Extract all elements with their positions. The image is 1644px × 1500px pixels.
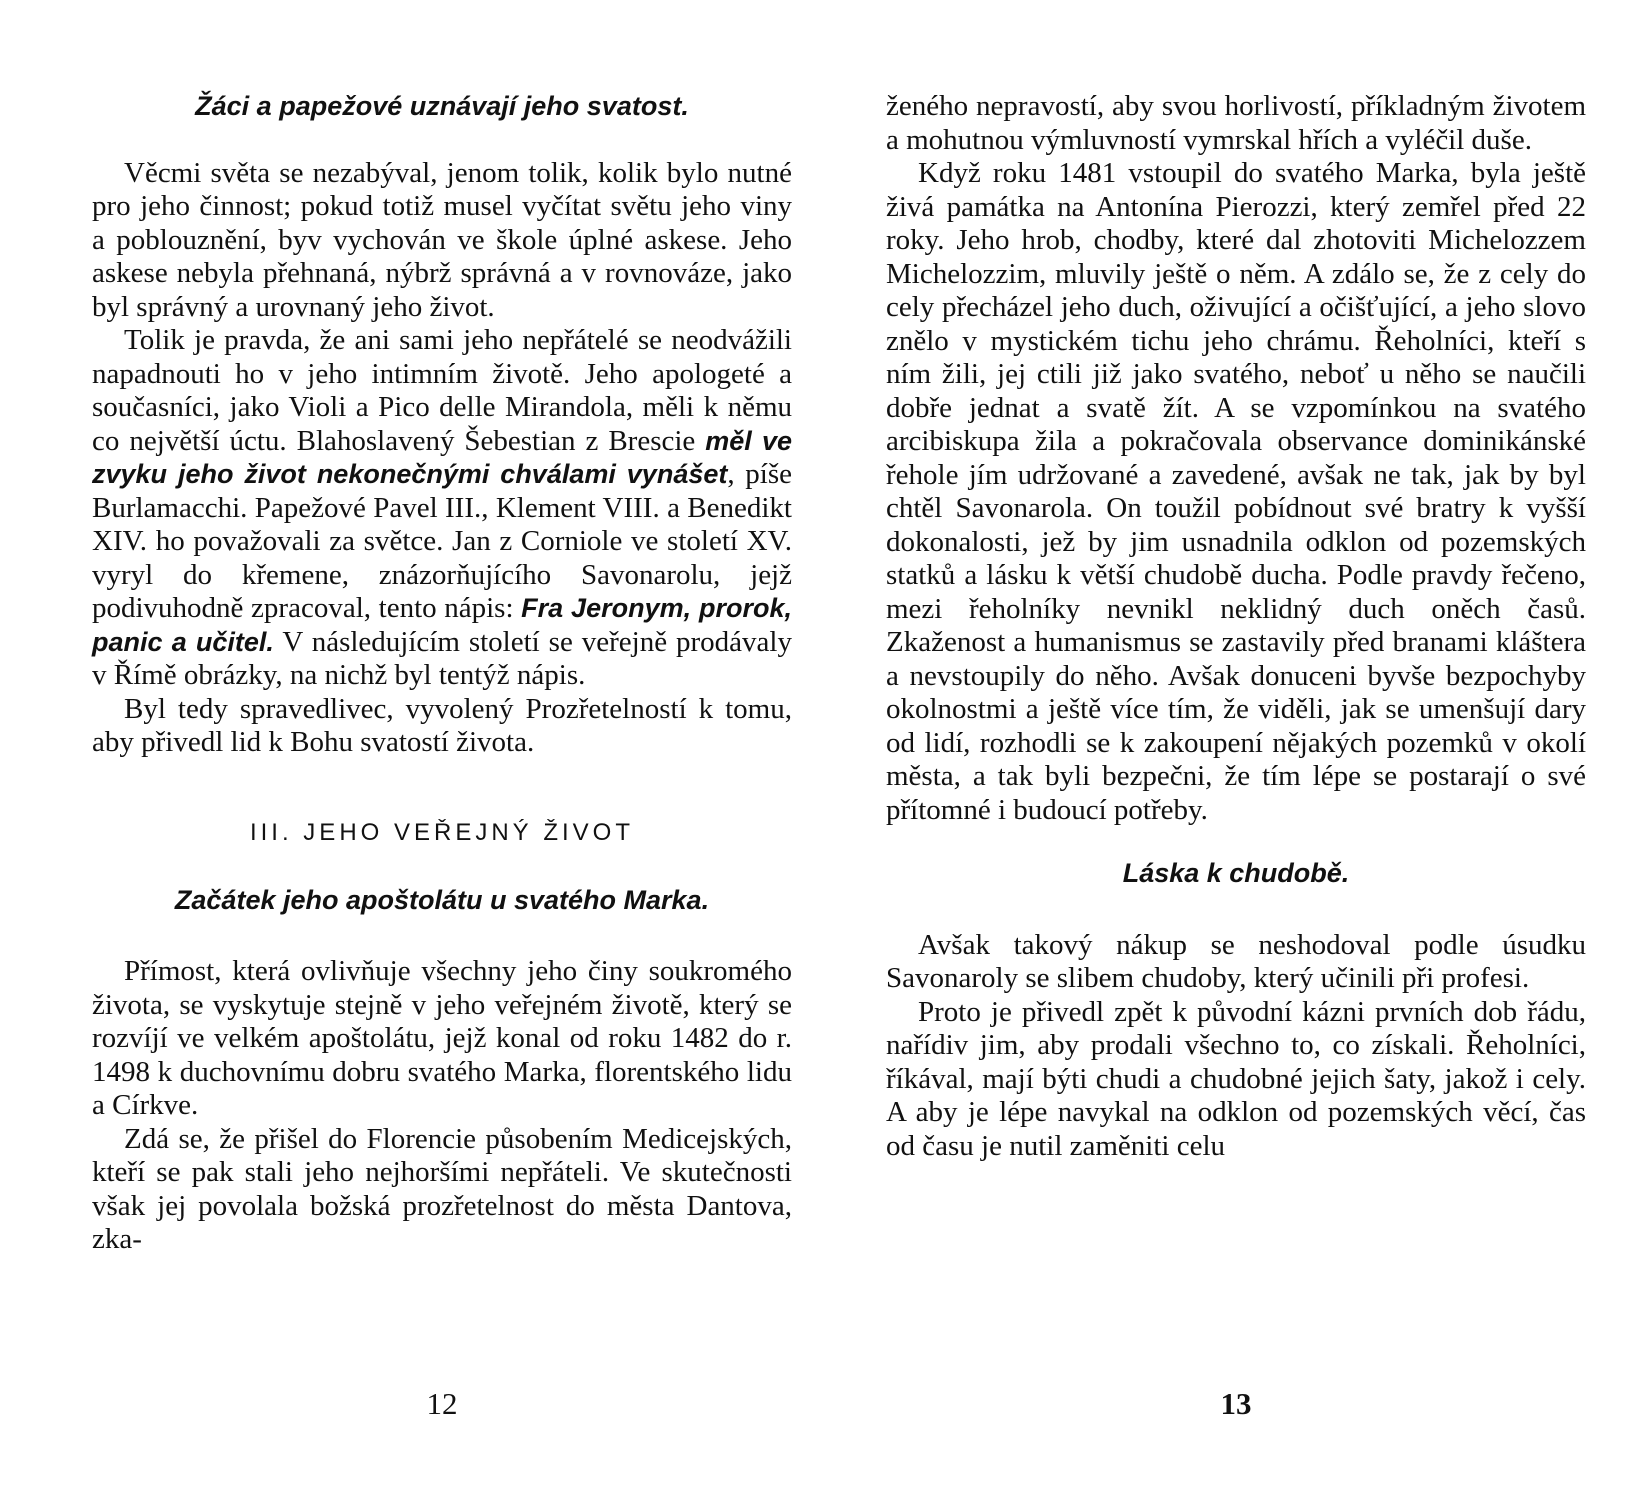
paragraph: Věcmi světa se nezabýval, jenom tolik, kolik bylo nutné pro jeho činnost; pokud totiž musel vyčítat světu jeho viny a poblouznění, byv vychován ve škole úplné askese. Jeho askese nebyla přehnaná, nýbrž správná a v rovnováze, jako byl správný a urovnaný jeho život. xyxy=(92,156,792,323)
right-page xyxy=(886,0,1586,1500)
left-page xyxy=(92,0,792,1500)
paragraph: Proto je přivedl zpět k původní kázni prvních dob řádu, nařídiv jim, aby prodali všechno to, co získali. Řeholníci, říkával, mají býti chudi a chudobné jejich šaty, jakož i cely. A aby je lépe navykal na odklon od pozemských věcí, čas od času je nutil zaměniti celu xyxy=(886,995,1586,1162)
paragraph: Avšak takový nákup se neshodoval podle úsudku Savonaroly se slibem chudoby, který učinili při profesi. xyxy=(886,928,1586,994)
paragraph: ženého nepravostí, aby svou horlivostí, příkladným životem a mohutnou výmluvností vymrskal hřích a vyléčil duše. xyxy=(886,90,1586,156)
text-run: , píše Burlamacchi. Papežové Pavel III., Klement VIII. a Benedikt XIV. ho považovali za světce. Jan z Corniole ve století XV. vyryl do křemene, znázorňujícího Savonarolu, jejž podivuhodně zpracoval, tento nápis: xyxy=(92,458,792,624)
text-run: V následujícím století se veřejně prodávaly v Římě obrázky, na nichž byl tentýž nápis. xyxy=(92,625,792,691)
text-run: Tolik je pravda, že ani sami jeho nepřátelé se neodvážili napadnouti ho v jeho intimním životě. Jeho apologeté a současníci, jako Violi a Pico delle Mirandola, měli k němu co největší úctu. Blahoslavený Šebestian z Brescie xyxy=(92,324,792,457)
paragraph: Přímost, která ovlivňuje všechny jeho činy soukromého života, se vyskytuje stejně v jeho veřejném životě, který se rozvíjí ve velkém apoštolátu, jejž konal od roku 1482 do r. 1498 k duchovnímu dobru svatého Marka, florentského lidu a Církve. xyxy=(92,955,792,1121)
paragraph: Zdá se, že přišel do Florencie působením Medicejských, kteří se pak stali jeho nejhoršími nepřáteli. Ve skutečnosti však jej povolala božská prozřetelnost do města Dantova, zka- xyxy=(92,1122,792,1255)
page-number: 12 xyxy=(426,1386,458,1421)
paragraph: Byl tedy spravedlivec, vyvolený Prozřetelností k tomu, aby přivedl lid k Bohu svatostí života. xyxy=(92,692,792,758)
left-page-text xyxy=(92,90,792,1257)
italic-inscription: Fra Jeronym, prorok, panic a učitel. xyxy=(92,593,792,657)
right-page-text xyxy=(886,90,1586,1163)
italic-quote: měl ve zvyku jeho život nekonečnými chválami vynášet xyxy=(92,425,792,489)
chapter-title: III. JEHO VEŘEJNÝ ŽIVOT xyxy=(249,818,635,846)
paragraph xyxy=(92,324,792,693)
paragraph: Když roku 1481 vstoupil do svatého Marka, byla ještě živá památka na Antonína Pierozzi, který zemřel před 22 roky. Jeho hrob, chodby, které dal zhotoviti Michelozzem Michelozzim, mluvily ještě o něm. A zdálo se, že z cely do cely přecházel jeho duch, oživující a očišťující, a jeho slovo znělo v mystickém tichu jeho chrámu. Řeholníci, kteří s ním žili, jej ctili již jako svatého, neboť u něho se naučili dobře jednat a svatě žít. A se vzpomínkou na svatého arcibiskupa žila a pokračovala observance dominikánské řehole jím udržované a zavedené, avšak ne tak, jak by byl chtěl Savonarola. On toužil pobídnout své bratry k vyšší dokonalosti, jež by jim usnadnila odklon od pozemských statků a lásku k větší chudobě ducha. Podle pravdy řečeno, mezi řeholníky nevnikl neklidný duch oněch časů. Zkaženost a humanismus se zastavily před branami kláštera a nevstoupily do něho. Avšak donuceni byvše bezpochyby okolnostmi a ještě více tím, že viděli, jak se umenšují dary od lidí, rozhodli se k zakoupení nějakých pozemků v okolí města, a tak byli bezpečni, že tím lépe se postarají o své přítomné i budoucí potřeby. xyxy=(886,157,1586,826)
section-heading: Žáci a papežové uznávají jeho svatost. xyxy=(195,91,689,121)
page-number: 13 xyxy=(1220,1386,1252,1421)
section-heading: Láska k chudobě. xyxy=(1122,858,1350,888)
section-heading: Začátek jeho apoštolátu u svatého Marka. xyxy=(174,884,710,915)
